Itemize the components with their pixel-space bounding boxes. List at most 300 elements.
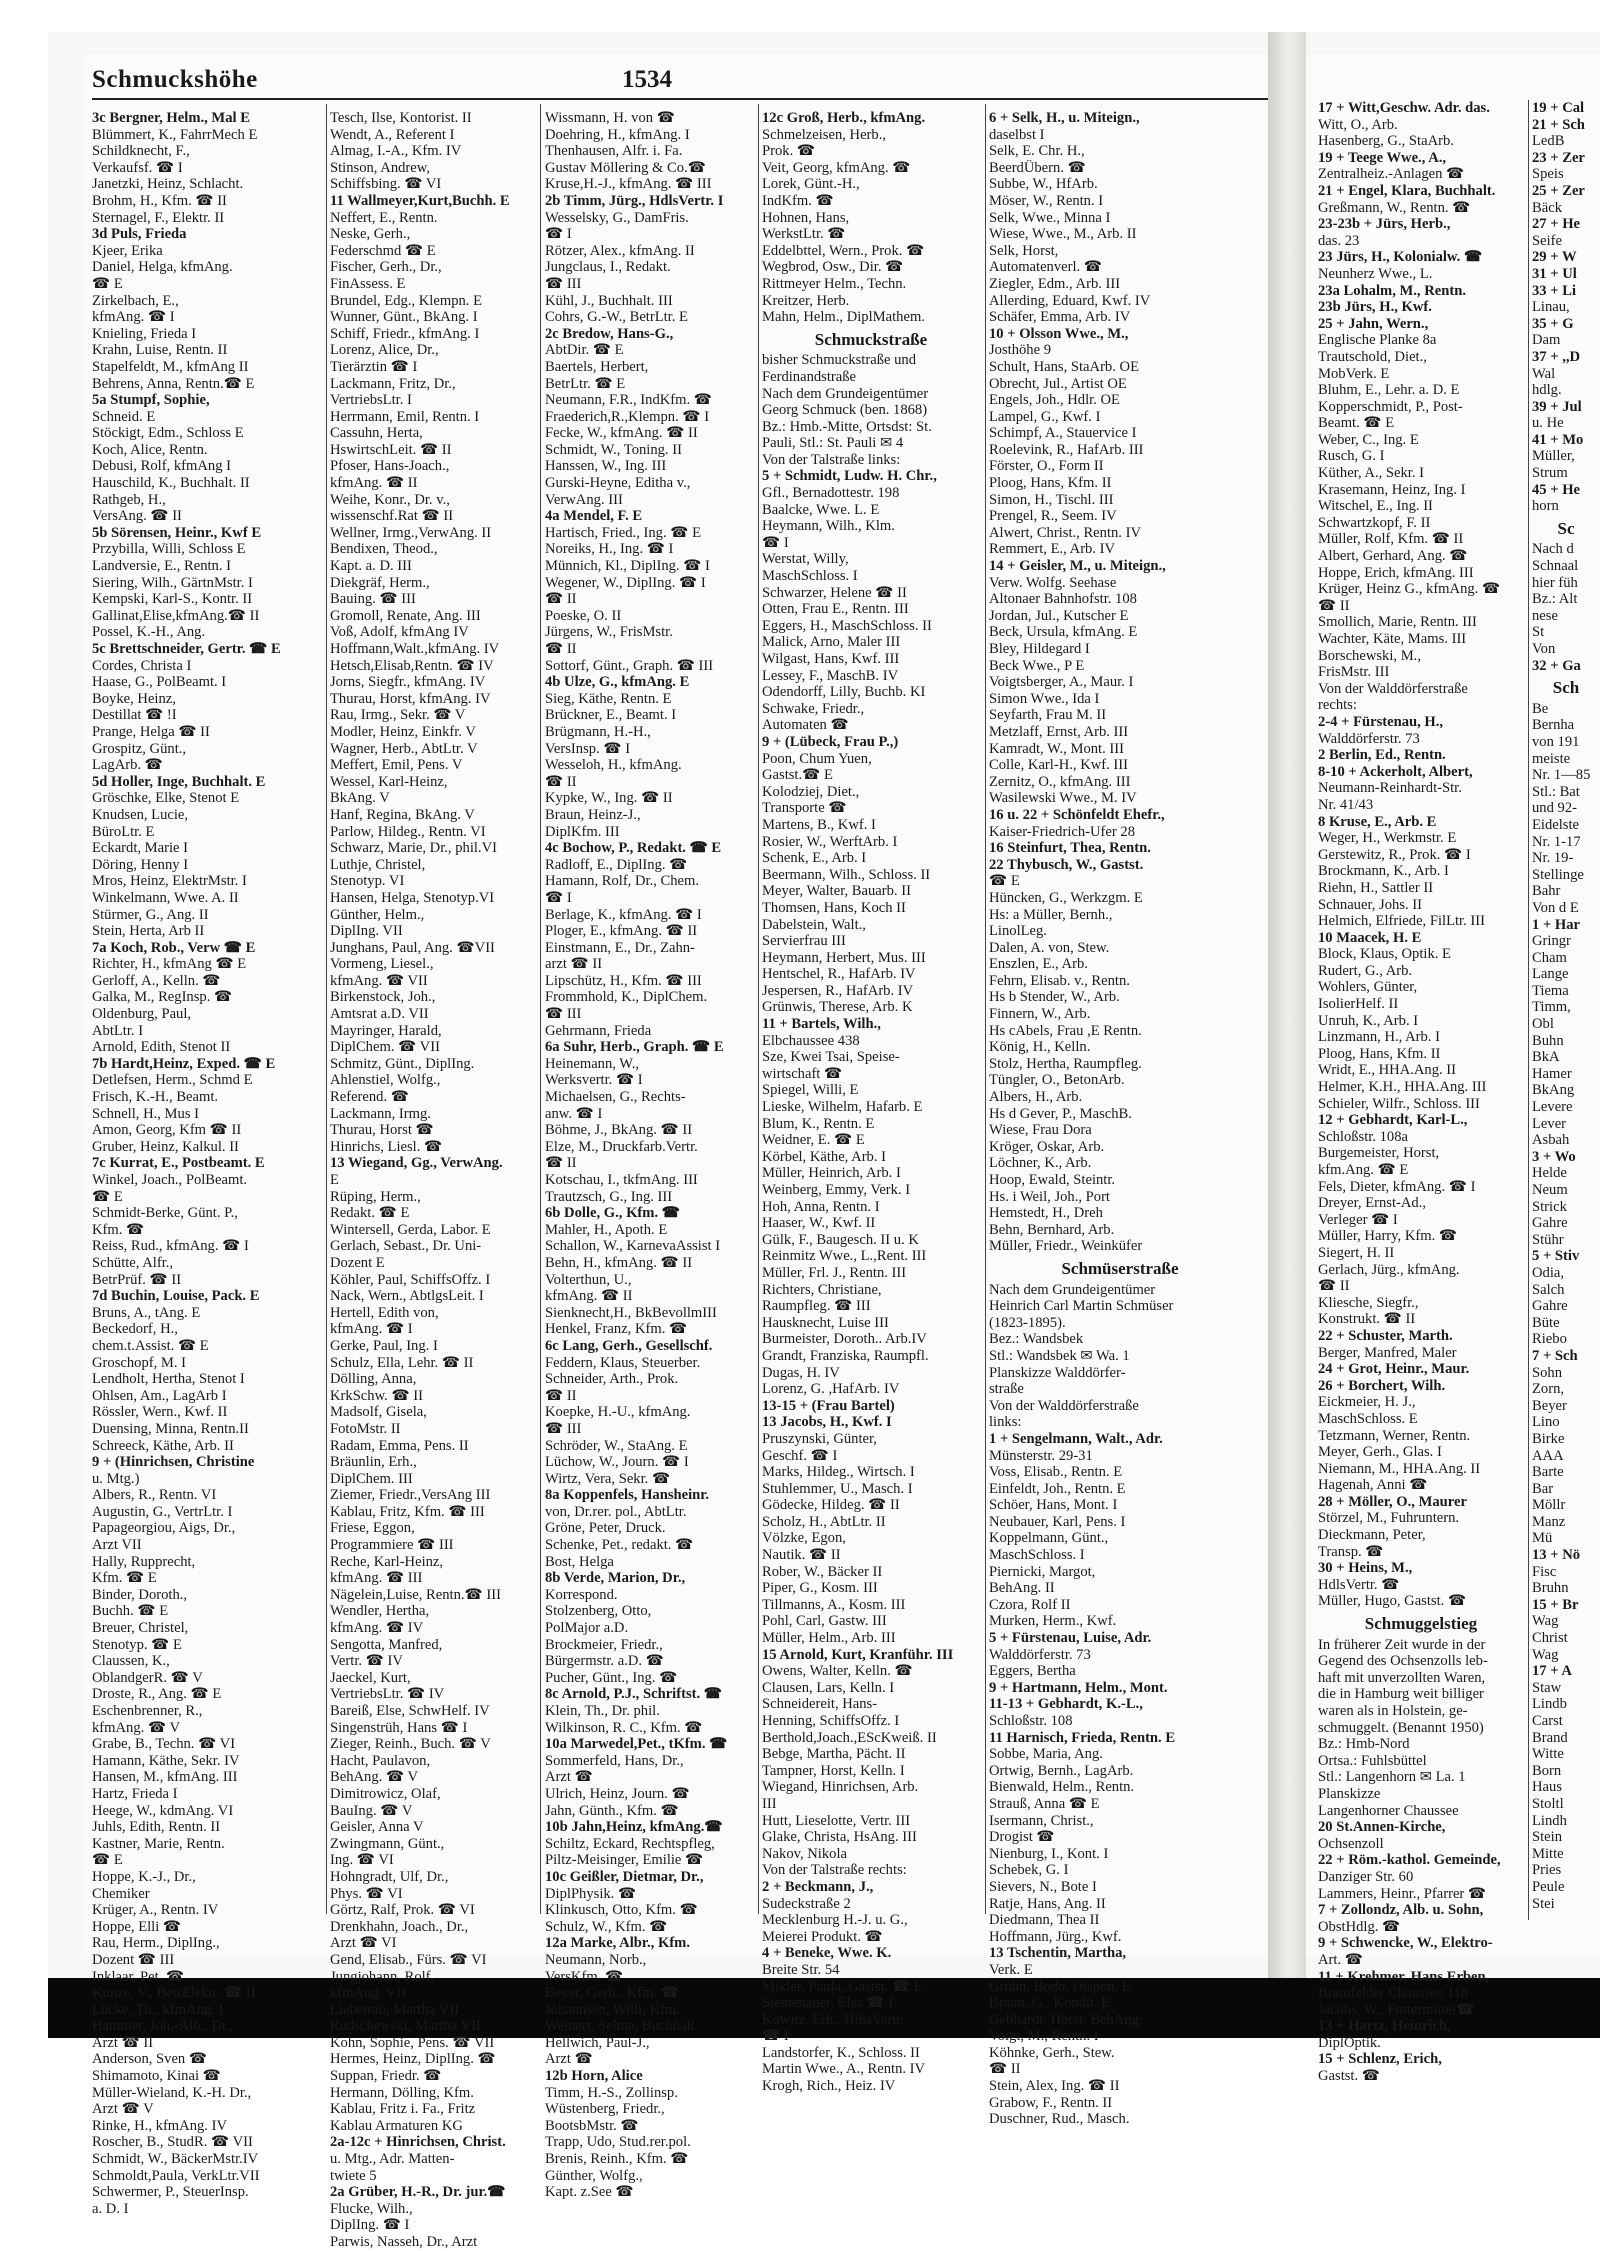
directory-entry: Wohlers, Günter, bbox=[1318, 979, 1418, 996]
directory-entry: Hamann, Käthe, Sekr. IV bbox=[92, 1752, 240, 1769]
directory-entry: Beck Wwe., P E bbox=[989, 657, 1085, 674]
directory-entry: Gerloff, A., Kelln. ☎ bbox=[92, 972, 221, 989]
directory-entry: Weger, H., Werkmstr. E bbox=[1318, 830, 1457, 847]
directory-entry: Haus bbox=[1532, 1779, 1562, 1796]
directory-entry: waren als in Holstein, ge- bbox=[1318, 1703, 1468, 1719]
directory-entry: Lüchow, W., Journ. ☎ I bbox=[545, 1454, 689, 1471]
directory-entry: Gegend des Ochsenzolls leb- bbox=[1318, 1653, 1488, 1670]
directory-entry: Bendixen, Theod., bbox=[330, 541, 438, 558]
directory-entry: Bz.: Hmb.-Mitte, Ortsdst: St. bbox=[762, 418, 932, 435]
directory-entry: Neffert, E., Rentn. bbox=[330, 209, 438, 226]
directory-entry: Kopperschmidt, P., Post- bbox=[1318, 398, 1463, 415]
directory-entry: 35 + G bbox=[1532, 315, 1574, 332]
directory-entry: Prange, Helga ☎ II bbox=[92, 723, 210, 740]
directory-entry: Sohn bbox=[1532, 1364, 1563, 1381]
directory-entry: Haase, G., PolBeamt. I bbox=[92, 674, 227, 691]
directory-entry: Duschner, Rud., Masch. bbox=[989, 2111, 1130, 2128]
directory-entry: VertriebsLtr. I bbox=[330, 392, 412, 409]
directory-entry: Kunze, V., BetrElektr. ☎ II bbox=[92, 1985, 256, 2002]
directory-entry: Heege, W., kdmAng. VI bbox=[92, 1802, 234, 1819]
directory-entry: 13 + Hartz, Heinrich, bbox=[1318, 2018, 1451, 2035]
directory-entry: Lindb bbox=[1532, 1696, 1567, 1713]
directory-entry: 8c Arnold, P.J., Schriftst. ☎ bbox=[545, 1686, 722, 1703]
directory-entry: Rudert, G., Arb. bbox=[1318, 962, 1413, 979]
directory-entry: Blum, K., Rentn. E bbox=[762, 1115, 875, 1132]
directory-entry: Richter, H., kfmAng ☎ E bbox=[92, 956, 247, 973]
directory-entry: 11 + Bartels, Wilh., bbox=[762, 1016, 881, 1033]
directory-entry: 22 + Schuster, Marth. bbox=[1318, 1327, 1453, 1344]
directory-entry: Wüstenberg, Friedr., bbox=[545, 2101, 665, 2118]
directory-entry: KrkSchw. ☎ II bbox=[330, 1387, 424, 1404]
directory-entry: 2c Bredow, Hans-G., bbox=[545, 325, 674, 342]
directory-entry: Grünwis, Therese, Arb. K bbox=[762, 999, 913, 1016]
directory-entry: 23a Lohalm, M., Rentn. bbox=[1318, 282, 1466, 299]
directory-entry: Koppelmann, Günt., bbox=[989, 1530, 1109, 1547]
directory-entry: Tesch, Ilse, Kontorist. II bbox=[330, 110, 472, 126]
directory-entry: Frisch, K.-H., Beamt. bbox=[92, 1089, 219, 1106]
directory-entry: Ploog, Hans, Kfm. II bbox=[989, 475, 1112, 492]
directory-entry: Hermes, Heinz, DiplIng. ☎ bbox=[330, 2051, 496, 2068]
directory-entry: Federschmd ☎ E bbox=[330, 242, 436, 259]
directory-entry: Beck, Ursula, kfmAng. E bbox=[989, 624, 1138, 641]
directory-entry: Hamann, Rolf, Dr., Chem. bbox=[545, 873, 700, 890]
directory-entry: Ziemer, Friedr.,VersAng III bbox=[330, 1487, 491, 1504]
directory-entry: Schiff, Friedr., kfmAng. I bbox=[330, 325, 480, 342]
directory-entry: Kröger, Oskar, Arb. bbox=[989, 1138, 1105, 1155]
directory-entry: Herrmann, Emil, Rentn. I bbox=[330, 408, 480, 425]
directory-entry: Gfl., Bernadottestr. 198 bbox=[762, 485, 900, 502]
directory-entry: Destillat ☎ !I bbox=[92, 707, 177, 724]
directory-entry: Einfeldt, Joh., Rentn. E bbox=[989, 1480, 1126, 1497]
directory-entry: Voigtsberger, A., Maur. I bbox=[989, 674, 1134, 691]
directory-entry: BeerdÜbern. ☎ bbox=[989, 159, 1086, 176]
directory-entry: Bar bbox=[1532, 1480, 1554, 1497]
directory-entry: Grabow, F., Rentn. II bbox=[989, 2094, 1113, 2111]
directory-entry: LagArb. ☎ bbox=[92, 757, 163, 774]
directory-entry: 37 + ,,D bbox=[1532, 348, 1581, 365]
directory-entry: Eggers, Bertha bbox=[989, 1663, 1076, 1680]
directory-entry: 12 + Gebhardt, Karl-L., bbox=[1318, 1112, 1468, 1129]
directory-entry: Pruszynski, Günter, bbox=[762, 1430, 877, 1447]
directory-entry: Birke bbox=[1532, 1430, 1565, 1447]
column-rule bbox=[326, 104, 327, 1914]
directory-entry: Rudschewski, Martha VII bbox=[330, 2018, 481, 2035]
directory-entry: Borschewski, M., bbox=[1318, 647, 1421, 664]
directory-entry: 1 + Sengelmann, Walt., Adr. bbox=[989, 1430, 1163, 1447]
directory-entry: Arzt VII bbox=[92, 1537, 142, 1554]
directory-entry: Witte bbox=[1532, 1746, 1564, 1763]
directory-entry: 4a Mendel, F. E bbox=[545, 508, 643, 525]
directory-entry: 23b Jürs, H., Kwf. bbox=[1318, 299, 1432, 316]
directory-entry: Hartisch, Fried., Ing. ☎ E bbox=[545, 524, 701, 541]
directory-entry: Meffert, Emil, Pens. V bbox=[330, 757, 463, 774]
directory-entry: Hoffmann,Walt.,kfmAng. IV bbox=[330, 641, 500, 657]
directory-entry: Poeske, O. II bbox=[545, 607, 622, 624]
directory-entry: Kamradt, W., Mont. III bbox=[989, 740, 1124, 757]
directory-entry: Alwert, Christ., Rentn. IV bbox=[989, 524, 1142, 541]
directory-entry: Koch, Alice, Rentn. bbox=[92, 441, 208, 458]
directory-entry: Block, Klaus, Optik. E bbox=[1318, 946, 1451, 963]
directory-entry: Schäfer, Emma, Arb. IV bbox=[989, 309, 1131, 326]
directory-entry: Weinert, Selma, Buchhalt. bbox=[545, 2018, 699, 2035]
directory-entry: BehAng. II bbox=[989, 1580, 1055, 1597]
directory-entry: Heinrich Carl Martin Schmüser bbox=[989, 1298, 1174, 1315]
directory-entry: Stenotyp. ☎ E bbox=[92, 1636, 182, 1653]
directory-entry: Hüncken, G., Werkzgm. E bbox=[989, 889, 1143, 906]
directory-entry: Hs cAbels, Frau ,E Rentn. bbox=[989, 1022, 1142, 1039]
directory-entry: DiplKfm. III bbox=[545, 823, 620, 840]
directory-entry: Geschf. ☎ I bbox=[762, 1447, 838, 1464]
directory-entry: 29 + W bbox=[1532, 249, 1577, 266]
directory-entry: Hoppe, Erich, kfmAng. III bbox=[1318, 564, 1474, 581]
directory-entry: Sobbe, Maria, Ang. bbox=[989, 1746, 1103, 1763]
directory-entry: Glake, Christa, HsAng. III bbox=[762, 1829, 917, 1846]
directory-entry: Modler, Heinz, Einkfr. V bbox=[330, 723, 476, 740]
directory-entry: Referend. ☎ bbox=[330, 1089, 409, 1106]
directory-entry: Kliesche, Siegfr., bbox=[1318, 1294, 1419, 1311]
directory-entry: Stein, Herta, Arb II bbox=[92, 923, 205, 940]
directory-entry: Jacobs, W., Futtermittel☎ bbox=[1318, 2001, 1475, 2018]
directory-entry: Hutt, Lieselotte, Vertr. III bbox=[762, 1812, 911, 1829]
directory-entry: MaschSchloss. I bbox=[762, 568, 858, 585]
directory-entry: Hoh, Anna, Rentn. I bbox=[762, 1198, 880, 1215]
directory-entry: LedB bbox=[1532, 133, 1565, 150]
directory-entry: Staw bbox=[1532, 1679, 1562, 1696]
directory-entry: 2a Grüber, H.-R., Dr. jur.☎ bbox=[330, 2184, 506, 2201]
directory-entry: Cohrs, G.-W., BetrLtr. E bbox=[545, 309, 688, 326]
directory-entry: Arzt ☎ II bbox=[92, 2034, 154, 2051]
directory-entry: Günther, Wolfg., bbox=[545, 2167, 643, 2184]
directory-entry: 1 + Har bbox=[1532, 916, 1581, 933]
directory-entry: Schnaal bbox=[1532, 558, 1579, 575]
directory-entry: Seife bbox=[1532, 232, 1562, 249]
directory-entry: 2b Timm, Jürg., HdlsVertr. I bbox=[545, 192, 724, 209]
directory-entry: Krahn, Luise, Rentn. II bbox=[92, 342, 228, 359]
directory-entry: Cordes, Christa I bbox=[92, 657, 192, 674]
directory-entry: Hally, Rupprecht, bbox=[92, 1553, 196, 1570]
directory-entry: Krogh, Rich., Heiz. IV bbox=[762, 2078, 896, 2095]
directory-entry: Knieling, Frieda I bbox=[92, 325, 197, 342]
directory-entry: Sternagel, F., Elektr. II bbox=[92, 209, 225, 226]
directory-entry: Hemstedt, H., Dreh bbox=[989, 1205, 1103, 1222]
directory-entry: Bluhm, E., Lehr. a. D. E bbox=[1318, 382, 1460, 399]
directory-entry: Schiffsbing. ☎ VI bbox=[330, 176, 442, 193]
directory-entry: 4c Bochow, P., Redakt. ☎ E bbox=[545, 840, 722, 857]
directory-entry: Sieg, Käthe, Rentn. E bbox=[545, 690, 672, 707]
directory-entry: Müller, bbox=[1532, 448, 1575, 465]
directory-entry: WerkstLtr. ☎ bbox=[762, 226, 846, 243]
directory-entry: twiete 5 bbox=[330, 2167, 377, 2184]
directory-entry: 12b Horn, Alice bbox=[545, 2068, 643, 2085]
directory-entry: Dam bbox=[1532, 332, 1561, 349]
directory-entry: Bienwald, Helm., Rentn. bbox=[989, 1779, 1135, 1796]
directory-entry: Fels, Dieter, kfmAng. ☎ I bbox=[1318, 1178, 1476, 1195]
directory-entry: Nr. 19- bbox=[1532, 850, 1574, 867]
directory-entry: Redakt. ☎ E bbox=[330, 1205, 410, 1222]
directory-entry: Martens, B., Kwf. I bbox=[762, 816, 876, 833]
directory-entry: Sze, Kwei Tsai, Speise- bbox=[762, 1049, 900, 1066]
directory-entry: Arzt ☎ V bbox=[92, 2101, 154, 2118]
directory-entry: Günther, Helm., bbox=[330, 906, 425, 923]
directory-entry: Schnauer, Johs. II bbox=[1318, 896, 1422, 913]
directory-entry: Hoffmann, Jürg., Kwf. bbox=[989, 1928, 1122, 1945]
directory-entry: In früherer Zeit wurde in der bbox=[1318, 1636, 1486, 1653]
directory-entry: Gebhardt, Horst, BehAng. bbox=[989, 2011, 1143, 2028]
directory-entry: Schiltz, Eckard, Rechtspfleg, bbox=[545, 1835, 715, 1852]
directory-entry: 2 Berlin, Ed., Rentn. bbox=[1318, 747, 1446, 764]
directory-entry: Hellwich, Paul-J., bbox=[545, 2034, 650, 2051]
directory-entry: Chemiker bbox=[92, 1885, 150, 1902]
directory-entry: Lange bbox=[1532, 966, 1569, 983]
directory-entry: Bez.: Wandsbek bbox=[989, 1331, 1084, 1348]
directory-entry: Thomsen, Hans, Koch II bbox=[762, 899, 906, 916]
directory-entry: Wagner, Herb., AbtLtr. V bbox=[330, 740, 478, 757]
directory-entry: Tampner, Horst, Kelln. I bbox=[762, 1762, 905, 1779]
directory-entry: Gerlach, Sebast., Dr. Uni- bbox=[330, 1238, 482, 1255]
directory-entry: 5d Holler, Inge, Buchhalt. E bbox=[92, 773, 266, 790]
directory-entry: FrisMstr. III bbox=[1318, 664, 1390, 681]
directory-entry: 5 + Fürstenau, Luise, Adr. bbox=[989, 1630, 1152, 1647]
directory-entry: HdlsVertr. ☎ bbox=[1318, 1576, 1400, 1593]
directory-entry: Ziegler, Edm., Arb. III bbox=[989, 275, 1121, 292]
directory-entry: Zirkelbach, E., bbox=[92, 292, 179, 309]
directory-entry: Bramfelder Chaussee 118 bbox=[1318, 1985, 1469, 2002]
directory-entry: kfmAng. ☎ V bbox=[92, 1719, 181, 1736]
directory-entry: Neubauer, Karl, Pens. I bbox=[989, 1513, 1126, 1530]
directory-entry: Winkelmann, Wwe. A. II bbox=[92, 889, 239, 906]
directory-entry: Ahlenstiel, Wolfg., bbox=[330, 1072, 441, 1089]
directory-entry: Brohm, H., Kfm. ☎ II bbox=[92, 192, 227, 209]
directory-entry: Zentralheiz.-Anlagen ☎ bbox=[1318, 166, 1465, 183]
directory-entry: Schenk, E., Arb. I bbox=[762, 850, 867, 867]
directory-entry: Debusi, Rolf, kfmAng I bbox=[92, 458, 232, 475]
directory-entry: III bbox=[762, 1795, 777, 1812]
directory-entry: DiplOptik. bbox=[1318, 2034, 1381, 2051]
directory-entry: Juhls, Edith, Rentn. II bbox=[92, 1819, 221, 1836]
directory-entry: Mahler, H., Apoth. E bbox=[545, 1221, 668, 1238]
directory-entry: Mecklenburg H.-J. u. G., bbox=[762, 1912, 908, 1929]
directory-entry: Bernha bbox=[1532, 717, 1575, 734]
directory-entry: Inklaar, Pet. ☎ bbox=[92, 1968, 185, 1985]
directory-entry: 23 + Zer bbox=[1532, 149, 1585, 166]
directory-entry: Brenis, Reinh., Kfm. ☎ bbox=[545, 2151, 689, 2168]
directory-entry: Bahr bbox=[1532, 883, 1561, 900]
directory-entry: Döring, Henny I bbox=[92, 856, 189, 873]
directory-entry: Beckedorf, H., bbox=[92, 1321, 178, 1338]
directory-entry: Störzel, M., Fuhruntern. bbox=[1318, 1510, 1460, 1527]
directory-entry: Blümmert, K., FahrrMech E bbox=[92, 126, 258, 143]
directory-entry: Diekgräf, Herm., bbox=[330, 574, 430, 591]
directory-entry: Diedmann, Thea II bbox=[989, 1912, 1100, 1929]
directory-entry: Automaten ☎ bbox=[762, 717, 849, 734]
directory-entry: Anderson, Sven ☎ bbox=[92, 2051, 208, 2068]
directory-entry: Lammers, Heinr., Pfarrer ☎ bbox=[1318, 1885, 1487, 1902]
directory-entry: 5 + Schmidt, Ludw. H. Chr., bbox=[762, 468, 937, 485]
directory-entry: meiste bbox=[1532, 750, 1571, 767]
directory-entry: Grandt, Franziska, Raumpfl. bbox=[762, 1347, 929, 1364]
directory-entry: Przybilla, Willi, Schloss E bbox=[92, 541, 246, 558]
directory-entry: Dabelstein, Walt., bbox=[762, 916, 866, 933]
directory-entry: Cassuhn, Herta, bbox=[330, 425, 423, 442]
directory-entry: Amtsrat a.D. VII bbox=[330, 1006, 429, 1023]
directory-entry: Engels, Joh., Hdlr. OE bbox=[989, 392, 1120, 409]
directory-entry: Bebge, Martha, Pächt. II bbox=[762, 1746, 906, 1763]
directory-entry: Kfm. ☎ bbox=[92, 1221, 145, 1238]
directory-entry: 45 + He bbox=[1532, 481, 1581, 498]
directory-entry: Wendt, A., Referent I bbox=[330, 126, 455, 143]
directory-entry: Subbe, W., HfArb. bbox=[989, 176, 1098, 193]
directory-entry: Eckardt, Marie I bbox=[92, 840, 189, 857]
directory-entry: Gromoll, Renate, Ang. III bbox=[330, 607, 481, 624]
directory-entry: Dugas, H. IV bbox=[762, 1364, 840, 1381]
directory-entry: Hasenberg, G., StaArb. bbox=[1318, 133, 1454, 150]
directory-entry: Roelevink, R., HafArb. III bbox=[989, 441, 1144, 458]
directory-entry: Hoppe, K.-J., Dr., bbox=[92, 1868, 196, 1885]
directory-entry: Kfm. ☎ E bbox=[92, 1570, 157, 1587]
directory-entry: 5 + Stiv bbox=[1532, 1248, 1580, 1265]
directory-entry: 7 + Sch bbox=[1532, 1347, 1578, 1364]
column-4 bbox=[762, 110, 980, 2095]
directory-entry: Verk. E bbox=[989, 1961, 1033, 1978]
directory-entry: Hoppe, Elli ☎ bbox=[92, 1918, 182, 1935]
directory-entry: Mahn, Helm., DiplMathem. bbox=[762, 309, 925, 326]
directory-entry: Enszlen, E., Arb. bbox=[989, 956, 1088, 973]
directory-entry: Suppan, Friedr. ☎ bbox=[330, 2068, 442, 2085]
directory-entry: 31 + Ul bbox=[1532, 265, 1577, 282]
directory-entry: 16 u. 22 + Schönfeldt Ehefr., bbox=[989, 806, 1165, 823]
directory-entry: Köhnke, Gerh., Stew. bbox=[989, 2044, 1115, 2061]
directory-entry: Hanf, Regina, BkAng. V bbox=[330, 806, 475, 823]
directory-entry: kfmAng. ☎ IV bbox=[330, 1620, 424, 1637]
directory-entry: Kjeer, Erika bbox=[92, 242, 163, 259]
column-rule bbox=[985, 104, 986, 1914]
directory-entry: Siemenauer, Elsa ☎ I bbox=[762, 1995, 894, 2012]
directory-entry: Binder, Doroth., bbox=[92, 1586, 188, 1603]
directory-entry: Dozent ☎ III bbox=[92, 1951, 175, 1968]
directory-entry: Grabe, B., Techn. ☎ VI bbox=[92, 1736, 236, 1753]
directory-entry: Nach dem Grundeigentümer bbox=[989, 1281, 1156, 1298]
directory-entry: Heymann, Wilh., Klm. bbox=[762, 518, 895, 535]
directory-entry: Kablau, Fritz, Kfm. ☎ III bbox=[330, 1503, 485, 1520]
directory-entry: Görtz, Ralf, Prok. ☎ VI bbox=[330, 1902, 475, 1919]
directory-entry: chem.t.Assist. ☎ E bbox=[92, 1337, 209, 1354]
directory-entry: Trautzsch, G., Ing. III bbox=[545, 1188, 673, 1205]
directory-entry: Liebetrau, Martha VII bbox=[330, 2001, 459, 2018]
directory-entry: Wilkinson, R. C., Kfm. ☎ bbox=[545, 1719, 703, 1736]
directory-entry: Köhler, Paul, SchiffsOffz. I bbox=[330, 1271, 491, 1288]
directory-entry: Detlefsen, Herm., Schmd E bbox=[92, 1072, 253, 1089]
directory-entry: Stenotyp. VI bbox=[330, 873, 405, 890]
directory-entry: ☎ E bbox=[989, 873, 1020, 890]
directory-entry: Nach d bbox=[1532, 541, 1574, 558]
directory-entry: Josthöhe 9 bbox=[989, 342, 1052, 359]
directory-entry: Müller-Wieland, K.-H. Dr., bbox=[92, 2084, 252, 2101]
directory-entry: ☎ I bbox=[762, 534, 789, 551]
directory-entry: Obl bbox=[1532, 1016, 1554, 1033]
directory-entry: 19 + Teege Wwe., A., bbox=[1318, 149, 1447, 166]
directory-entry: Sievers, N., Bote I bbox=[989, 1878, 1097, 1895]
directory-entry: Hertell, Edith von, bbox=[330, 1304, 439, 1321]
directory-entry: Boyke, Heinz, bbox=[92, 690, 176, 707]
directory-entry: DiplPhysik. ☎ bbox=[545, 1885, 637, 1902]
directory-entry: Neum bbox=[1532, 1182, 1568, 1198]
directory-entry: Möllr bbox=[1532, 1497, 1566, 1514]
directory-entry: Stein, Alex, Ing. ☎ II bbox=[989, 2078, 1120, 2095]
directory-entry: Stei bbox=[1532, 1895, 1555, 1912]
directory-entry: König, H., Kelln. bbox=[989, 1039, 1091, 1056]
directory-entry: 15 + Schlenz, Erich, bbox=[1318, 2051, 1442, 2068]
directory-entry: Kaiser-Friedrich-Ufer 28 bbox=[989, 823, 1135, 840]
directory-entry: 41 + Mo bbox=[1532, 431, 1584, 448]
directory-entry: Linzmann, H., Arb. I bbox=[1318, 1029, 1440, 1046]
directory-entry: Art. ☎ bbox=[1318, 1951, 1363, 1968]
directory-entry: Von der Walddörferstraße bbox=[1318, 680, 1468, 697]
directory-entry: Beyer, Gerh., Kfm. ☎ bbox=[545, 1985, 679, 2002]
directory-entry: Albers, H., Arb. bbox=[989, 1089, 1083, 1106]
directory-entry: Beermann, Wilh., Schloss. II bbox=[762, 866, 931, 883]
directory-entry: Stürmer, G., Ang. II bbox=[92, 906, 209, 923]
directory-entry: Von der Talstraße links: bbox=[762, 451, 901, 468]
directory-entry: Hs. i Weil, Joh., Port bbox=[989, 1188, 1110, 1205]
directory-entry: Wesselsky, G., DamFris. bbox=[545, 209, 689, 226]
directory-entry: ☎ E bbox=[92, 275, 123, 292]
directory-entry: Lorenz, G. ,HafArb. IV bbox=[762, 1381, 900, 1398]
directory-entry: Planskizze Walddörfer- bbox=[989, 1364, 1126, 1381]
directory-entry: Stolz, Hertha, Raumpfleg. bbox=[989, 1055, 1142, 1072]
street-heading: Sch bbox=[1552, 680, 1580, 697]
directory-entry: Thurau, Horst, kfmAng. IV bbox=[330, 690, 491, 707]
directory-entry: Raumpfleg. ☎ III bbox=[762, 1298, 871, 1315]
directory-entry: ☎ II bbox=[1318, 597, 1350, 614]
directory-entry: Schneidereit, Hans- bbox=[762, 1696, 878, 1713]
directory-entry: BauIng. ☎ V bbox=[330, 1802, 413, 1819]
directory-entry: BehAng. ☎ V bbox=[330, 1769, 419, 1786]
directory-entry: wirtschaft ☎ bbox=[762, 1065, 843, 1082]
directory-entry: Ploog, Hans, Kfm. II bbox=[1318, 1045, 1441, 1062]
directory-entry: Reche, Karl-Heinz, bbox=[330, 1553, 444, 1570]
directory-entry: Nakov, Nikola bbox=[762, 1845, 847, 1862]
directory-entry: Elbchaussee 438 bbox=[762, 1032, 860, 1049]
directory-entry: 9 + (Lübeck, Frau P.,) bbox=[762, 733, 899, 750]
column-rule bbox=[1528, 100, 1529, 1920]
directory-entry: Krasemann, Heinz, Ing. I bbox=[1318, 481, 1466, 498]
directory-entry: Löchner, K., Arb. bbox=[989, 1155, 1092, 1172]
directory-entry: Sommerfeld, Hans, Dr., bbox=[545, 1752, 684, 1769]
directory-entry: Danziger Str. 60 bbox=[1318, 1868, 1414, 1885]
directory-entry: Papageorgiou, Aigs, Dr., bbox=[92, 1520, 236, 1537]
directory-entry: Transp. ☎ bbox=[1318, 1543, 1384, 1560]
directory-entry: Reinmitz Wwe., L.,Rent. III bbox=[762, 1248, 927, 1265]
directory-entry: Krüger, Heinz G., kfmAng. ☎ bbox=[1318, 581, 1501, 598]
directory-entry: ☎ II bbox=[989, 2061, 1021, 2078]
directory-entry: Trautschold, Diet., bbox=[1318, 348, 1427, 365]
directory-entry: Burmeister, Doroth.. Arb.IV bbox=[762, 1331, 927, 1348]
directory-entry: Krüger, A., Rentn. IV bbox=[92, 1902, 219, 1919]
directory-entry: Possel, K.-H., Ang. bbox=[92, 624, 206, 641]
directory-entry: Volterthun, U., bbox=[545, 1271, 632, 1288]
directory-entry: Schöer, Hans, Mont. I bbox=[989, 1497, 1118, 1514]
directory-entry: Lendholt, Hertha, Stenot I bbox=[92, 1371, 245, 1388]
directory-entry: Schebek, G. I bbox=[989, 1862, 1069, 1879]
directory-entry: Breuer, Christel, bbox=[92, 1620, 189, 1637]
directory-entry: Behrens, Anna, Rentn.☎ E bbox=[92, 375, 255, 392]
directory-entry: Gröne, Peter, Druck. bbox=[545, 1520, 666, 1537]
directory-entry: BetrLtr. ☎ E bbox=[545, 375, 626, 392]
directory-entry: 4b Ulze, G., kfmAng. E bbox=[545, 674, 690, 691]
directory-entry: Eidelste bbox=[1532, 816, 1580, 833]
directory-entry: Odia, bbox=[1532, 1264, 1565, 1281]
directory-entry: Bruhn bbox=[1532, 1580, 1569, 1597]
